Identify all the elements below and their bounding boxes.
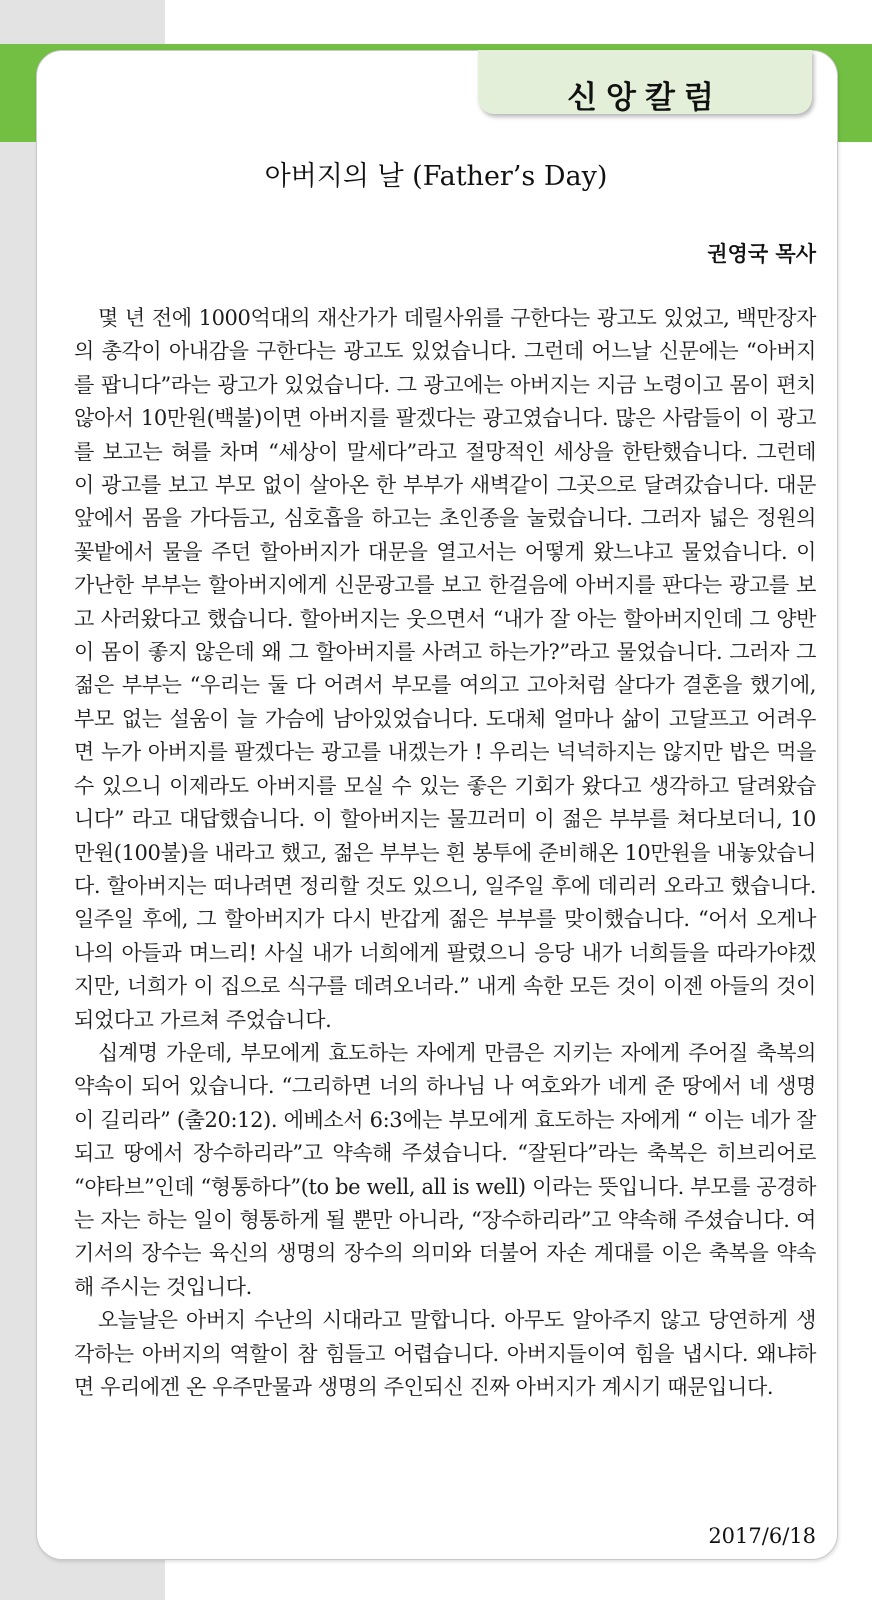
article-title: 아버지의 날 (Father’s Day) — [264, 161, 608, 192]
paragraph: 십계명 가운데, 부모에게 효도하는 자에게 만큼은 지키는 자에게 주어질 축복의 약속이 되어 있습니다. “그리하면 너의 하나님 나 여호와가 네게 준 땅에서 네 생명이 길리라” (출20:12). 에베소서 6:3에는 부모에게 효도하는 자에게 “ 이는 네가 잘되고 땅에서 장수하리라”고 약속해 주셨습니다. “잘된다”라는 축복은 히브리어로 “야타브”인데 “형통하다”(to be well, all is well) 이라는 뜻입니다. 부모를 공경하는 자는 하는 일이 형통하게 될 뿐만 아니라, “장수하리라”고 약속해 주셨습니다. 여기서의 장수는 육신의 생명의 장수의 의미와 더불어 자손 계대를 이은 축복을 약속해 주시는 것입니다. — [74, 1040, 816, 1299]
author-name: 권영국 목사 — [707, 242, 816, 266]
article-body — [74, 302, 816, 1404]
column-label: 신앙칼럼 — [567, 80, 723, 116]
publish-date: 2017/6/18 — [708, 1524, 816, 1548]
paragraph: 몇 년 전에 1000억대의 재산가가 데릴사위를 구한다는 광고도 있었고, 백만장자의 총각이 아내감을 구한다는 광고도 있었습니다. 그런데 어느날 신문에는 “아버지를 팝니다”라는 광고가 있었습니다. 그 광고에는 아버지는 지금 노령이고 몸이 편치 않아서 10만원(백불)이면 아버지를 팔겠다는 광고였습니다. 많은 사람들이 이 광고를 보고는 혀를 차며 “세상이 말세다”라고 절망적인 세상을 한탄했습니다. 그런데 이 광고를 보고 부모 없이 살아온 한 부부가 새벽같이 그곳으로 달려갔습니다. 대문 앞에서 몸을 가다듬고, 심호흡을 하고는 초인종을 눌렀습니다. 그러자 넓은 정원의 꽃밭에서 물을 주던 할아버지가 대문을 열고서는 어떻게 왔느냐고 물었습니다. 이 가난한 부부는 할아버지에게 신문광고를 보고 한걸음에 아버지를 판다는 광고를 보고 사러왔다고 했습니다. 할아버지는 웃으면서 “내가 잘 아는 할아버지인데 그 양반이 몸이 좋지 않은데 왜 그 할아버지를 사려고 하는가?”라고 물었습니다. 그러자 그 젊은 부부는 “우리는 둘 다 어려서 부모를 여의고 고아처럼 살다가 결혼을 했기에, 부모 없는 설움이 늘 가슴에 남아있었습니다. 도대체 얼마나 삶이 고달프고 어려우면 누가 아버지를 팔겠다는 광고를 내겠는가 ! 우리는 넉넉하지는 않지만 밥은 먹을 수 있으니 이제라도 아버지를 모실 수 있는 좋은 기회가 왔다고 생각하고 달려왔습니다” 라고 대답했습니다. 이 할아버지는 물끄러미 이 젊은 부부를 쳐다보더니, 10만원(100불)을 내라고 했고, 젊은 부부는 흰 봉투에 준비해온 10만원을 내놓았습니다. 할아버지는 떠나려면 정리할 것도 있으니, 일주일 후에 데리러 오라고 했습니다. 일주일 후에, 그 할아버지가 다시 반갑게 젊은 부부를 맞이했습니다. “어서 오게나 나의 아들과 며느리! 사실 내가 너희에게 팔렸으니 응당 내가 너희들을 따라가야겠지만, 너희가 이 집으로 식구를 데려오너라.” 내게 속한 모든 것이 이젠 아들의 것이 되었다고 가르쳐 주었습니다. — [74, 306, 816, 1032]
column-tab — [478, 50, 812, 114]
paragraph: 오늘날은 아버지 수난의 시대라고 말합니다. 아무도 알아주지 않고 당연하게 생각하는 아버지의 역할이 참 힘들고 어렵습니다. 아버지들이여 힘을 냅시다. 왜냐하면 우리에겐 온 우주만물과 생명의 주인되신 진짜 아버지가 계시기 때문입니다. — [74, 1308, 816, 1399]
